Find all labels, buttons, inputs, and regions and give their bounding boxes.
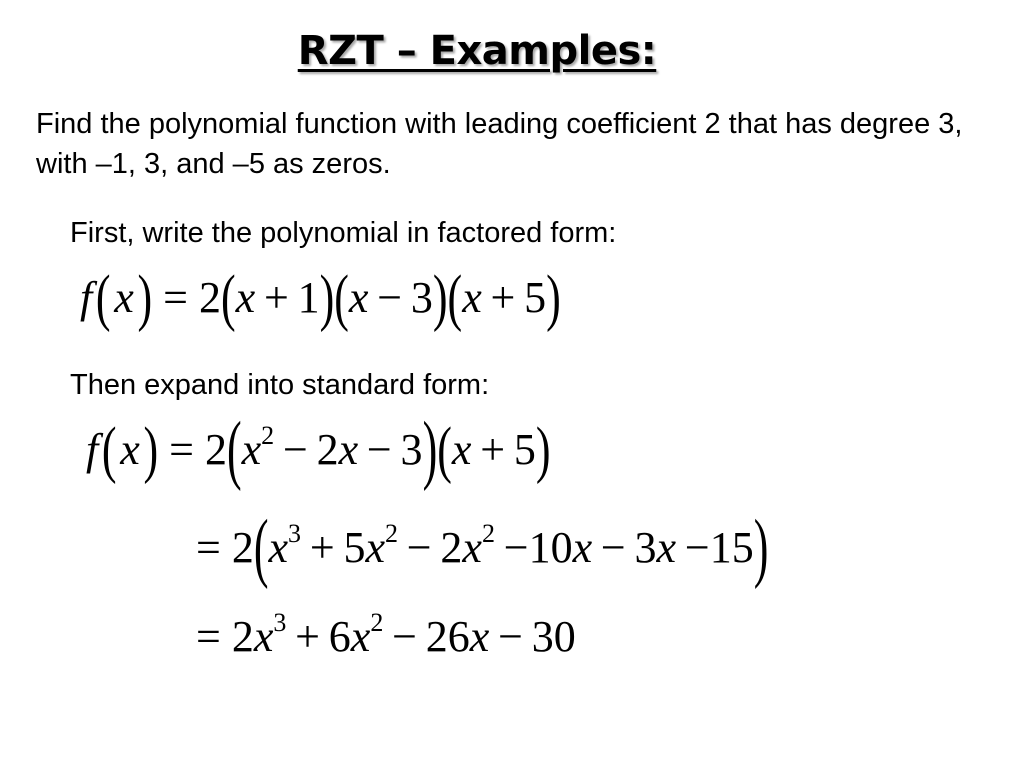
equation-expand-step2: = $2(x^3 + 5x^2 - 2x^2 -10x - 3x -15)$ (196, 504, 769, 590)
equation-expand-step1: f ( x ) = $2(x^2 - 2x - 3)(x + 5)$ (86, 406, 551, 492)
equation-standard-form: = $2x^3 + 6x^2 - 26x - 30$ (196, 608, 576, 661)
step2-label: Then expand into standard form: (70, 369, 490, 401)
equation-factored: f ( x ) = 2(x + 1)(x − 3)(x + 5) (80, 261, 561, 333)
problem-statement: Find the polynomial function with leading coefficient 2 that has degree 3, with –1, 3, and –5 as zeros. (36, 108, 963, 180)
step1-label: First, write the polynomial in factored form: (70, 217, 617, 249)
slide-title: RZT – Examples: (297, 28, 657, 74)
